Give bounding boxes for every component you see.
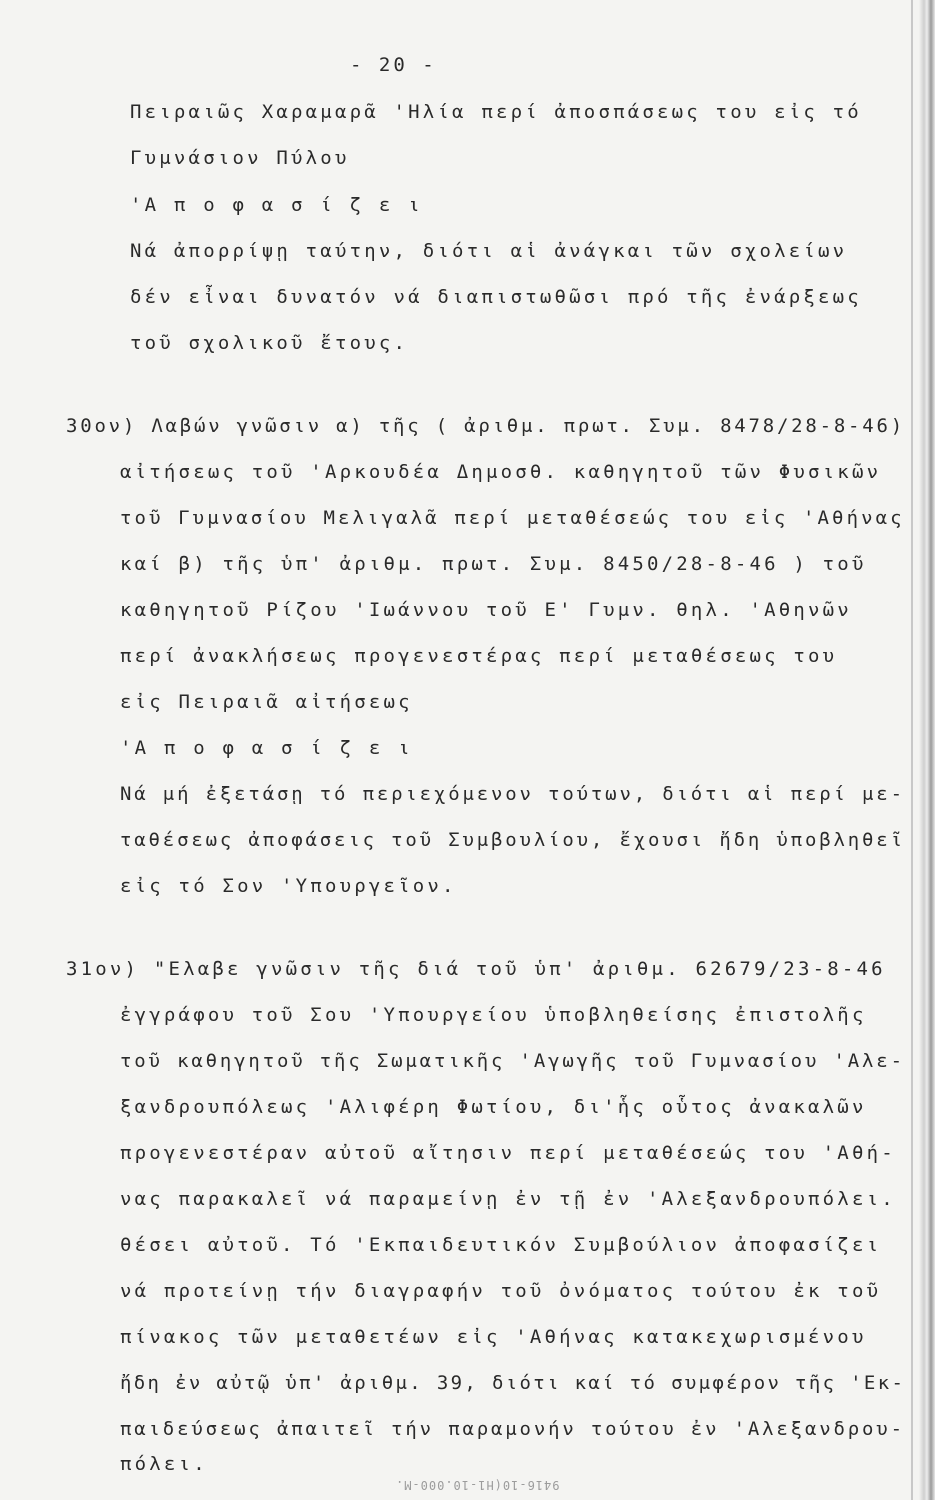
text-line: ταθέσεως ἀποφάσεις τοῦ Συμβουλίου, ἔχουσι ἤδη ὑποβληθεῖ bbox=[120, 829, 905, 851]
decision-heading: 'Α π ο φ α σ ί ζ ε ι bbox=[130, 194, 423, 216]
text-line: εἰς τό Σον 'Υπουργεῖον. bbox=[120, 875, 457, 897]
text-line: Πειραιῶς Χαραμαρᾶ 'Ηλία περί ἀποσπάσεως του εἰς τό bbox=[130, 101, 862, 123]
decision-heading: 'Α π ο φ α σ ί ζ ε ι bbox=[120, 737, 413, 759]
item-31-line: 31ον) "Ελαβε γνῶσιν τῆς διά τοῦ ὑπ' ἀριθμ. 62679/23-8-46 bbox=[66, 958, 886, 980]
text-line: Νά ἀπορρίψῃ ταύτην, διότι αἱ ἀνάγκαι τῶν σχολείων bbox=[130, 240, 848, 262]
text-line: Γυμνάσιον Πύλου bbox=[130, 147, 350, 169]
page-edge-shadow bbox=[911, 0, 913, 1500]
text-line: πόλει. bbox=[120, 1453, 208, 1475]
text-line: ξανδρουπόλεως 'Αλιφέρη Φωτίου, δι'ἧς οὗτος ἀνακαλῶν bbox=[120, 1096, 867, 1118]
text-line: παιδεύσεως ἀπαιτεῖ τήν παραμονήν τούτου ἐν 'Αλεξανδρου- bbox=[120, 1418, 905, 1440]
page-number: - 20 - bbox=[350, 54, 437, 76]
text-line: νά προτείνῃ τήν διαγραφήν τοῦ ὀνόματος τούτου ἐκ τοῦ bbox=[120, 1280, 882, 1302]
text-line: ἤδη ἐν αὐτῷ ὑπ' ἀριθμ. 39, διότι καί τό συμφέρον τῆς 'Εκ- bbox=[120, 1372, 906, 1394]
printer-mark: 9416-10(Η1-10.000-Μ. bbox=[395, 1478, 560, 1492]
text-line: προγενεστέραν αὐτοῦ αἴτησιν περί μεταθέσεώς του 'Αθή- bbox=[120, 1142, 896, 1164]
text-line: ἐγγράφου τοῦ Σου 'Υπουργείου ὑποβληθείσης ἐπιστολῆς bbox=[120, 1004, 867, 1026]
text-line: τοῦ καθηγητοῦ τῆς Σωματικῆς 'Αγωγῆς τοῦ Γυμνασίου 'Αλε- bbox=[120, 1050, 905, 1072]
page-edge bbox=[919, 0, 935, 1500]
text-line: Νά μή ἐξετάσῃ τό περιεχόμενον τούτων, διότι αἱ περί με- bbox=[120, 783, 905, 805]
text-line: δέν εἶναι δυνατόν νά διαπιστωθῶσι πρό τῆς ἐνάρξεως bbox=[130, 286, 862, 308]
text-line: καθηγητοῦ Ρίζου 'Ιωάννου τοῦ Ε' Γυμν. θηλ. 'Αθηνῶν bbox=[120, 599, 852, 621]
text-line: περί ἀνακλήσεως προγενεστέρας περί μεταθέσεως του bbox=[120, 645, 838, 667]
text-line: νας παρακαλεῖ νά παραμείνῃ ἐν τῇ ἐν 'Αλεξανδρουπόλει. bbox=[120, 1188, 896, 1210]
text-line: τοῦ σχολικοῦ ἔτους. bbox=[130, 332, 409, 354]
item-30-line: 30ον) Λαβών γνῶσιν α) τῆς ( ἀριθμ. πρωτ. Συμ. 8478/28-8-46) bbox=[66, 415, 905, 437]
text-line: πίνακος τῶν μεταθετέων εἰς 'Αθήνας κατακεχωρισμένου bbox=[120, 1326, 867, 1348]
text-line: τοῦ Γυμνασίου Μελιγαλᾶ περί μεταθέσεώς του εἰς 'Αθήνας bbox=[120, 507, 905, 529]
text-line: θέσει αὐτοῦ. Τό 'Εκπαιδευτικόν Συμβούλιον ἀποφασίζει bbox=[120, 1234, 882, 1256]
text-line: εἰς Πειραιᾶ αἰτήσεως bbox=[120, 691, 413, 713]
text-line: αἰτήσεως τοῦ 'Αρκουδέα Δημοσθ. καθηγητοῦ τῶν Φυσικῶν bbox=[120, 461, 882, 483]
text-line: καί β) τῆς ὑπ' ἀριθμ. πρωτ. Συμ. 8450/28-8-46 ) τοῦ bbox=[120, 553, 867, 575]
